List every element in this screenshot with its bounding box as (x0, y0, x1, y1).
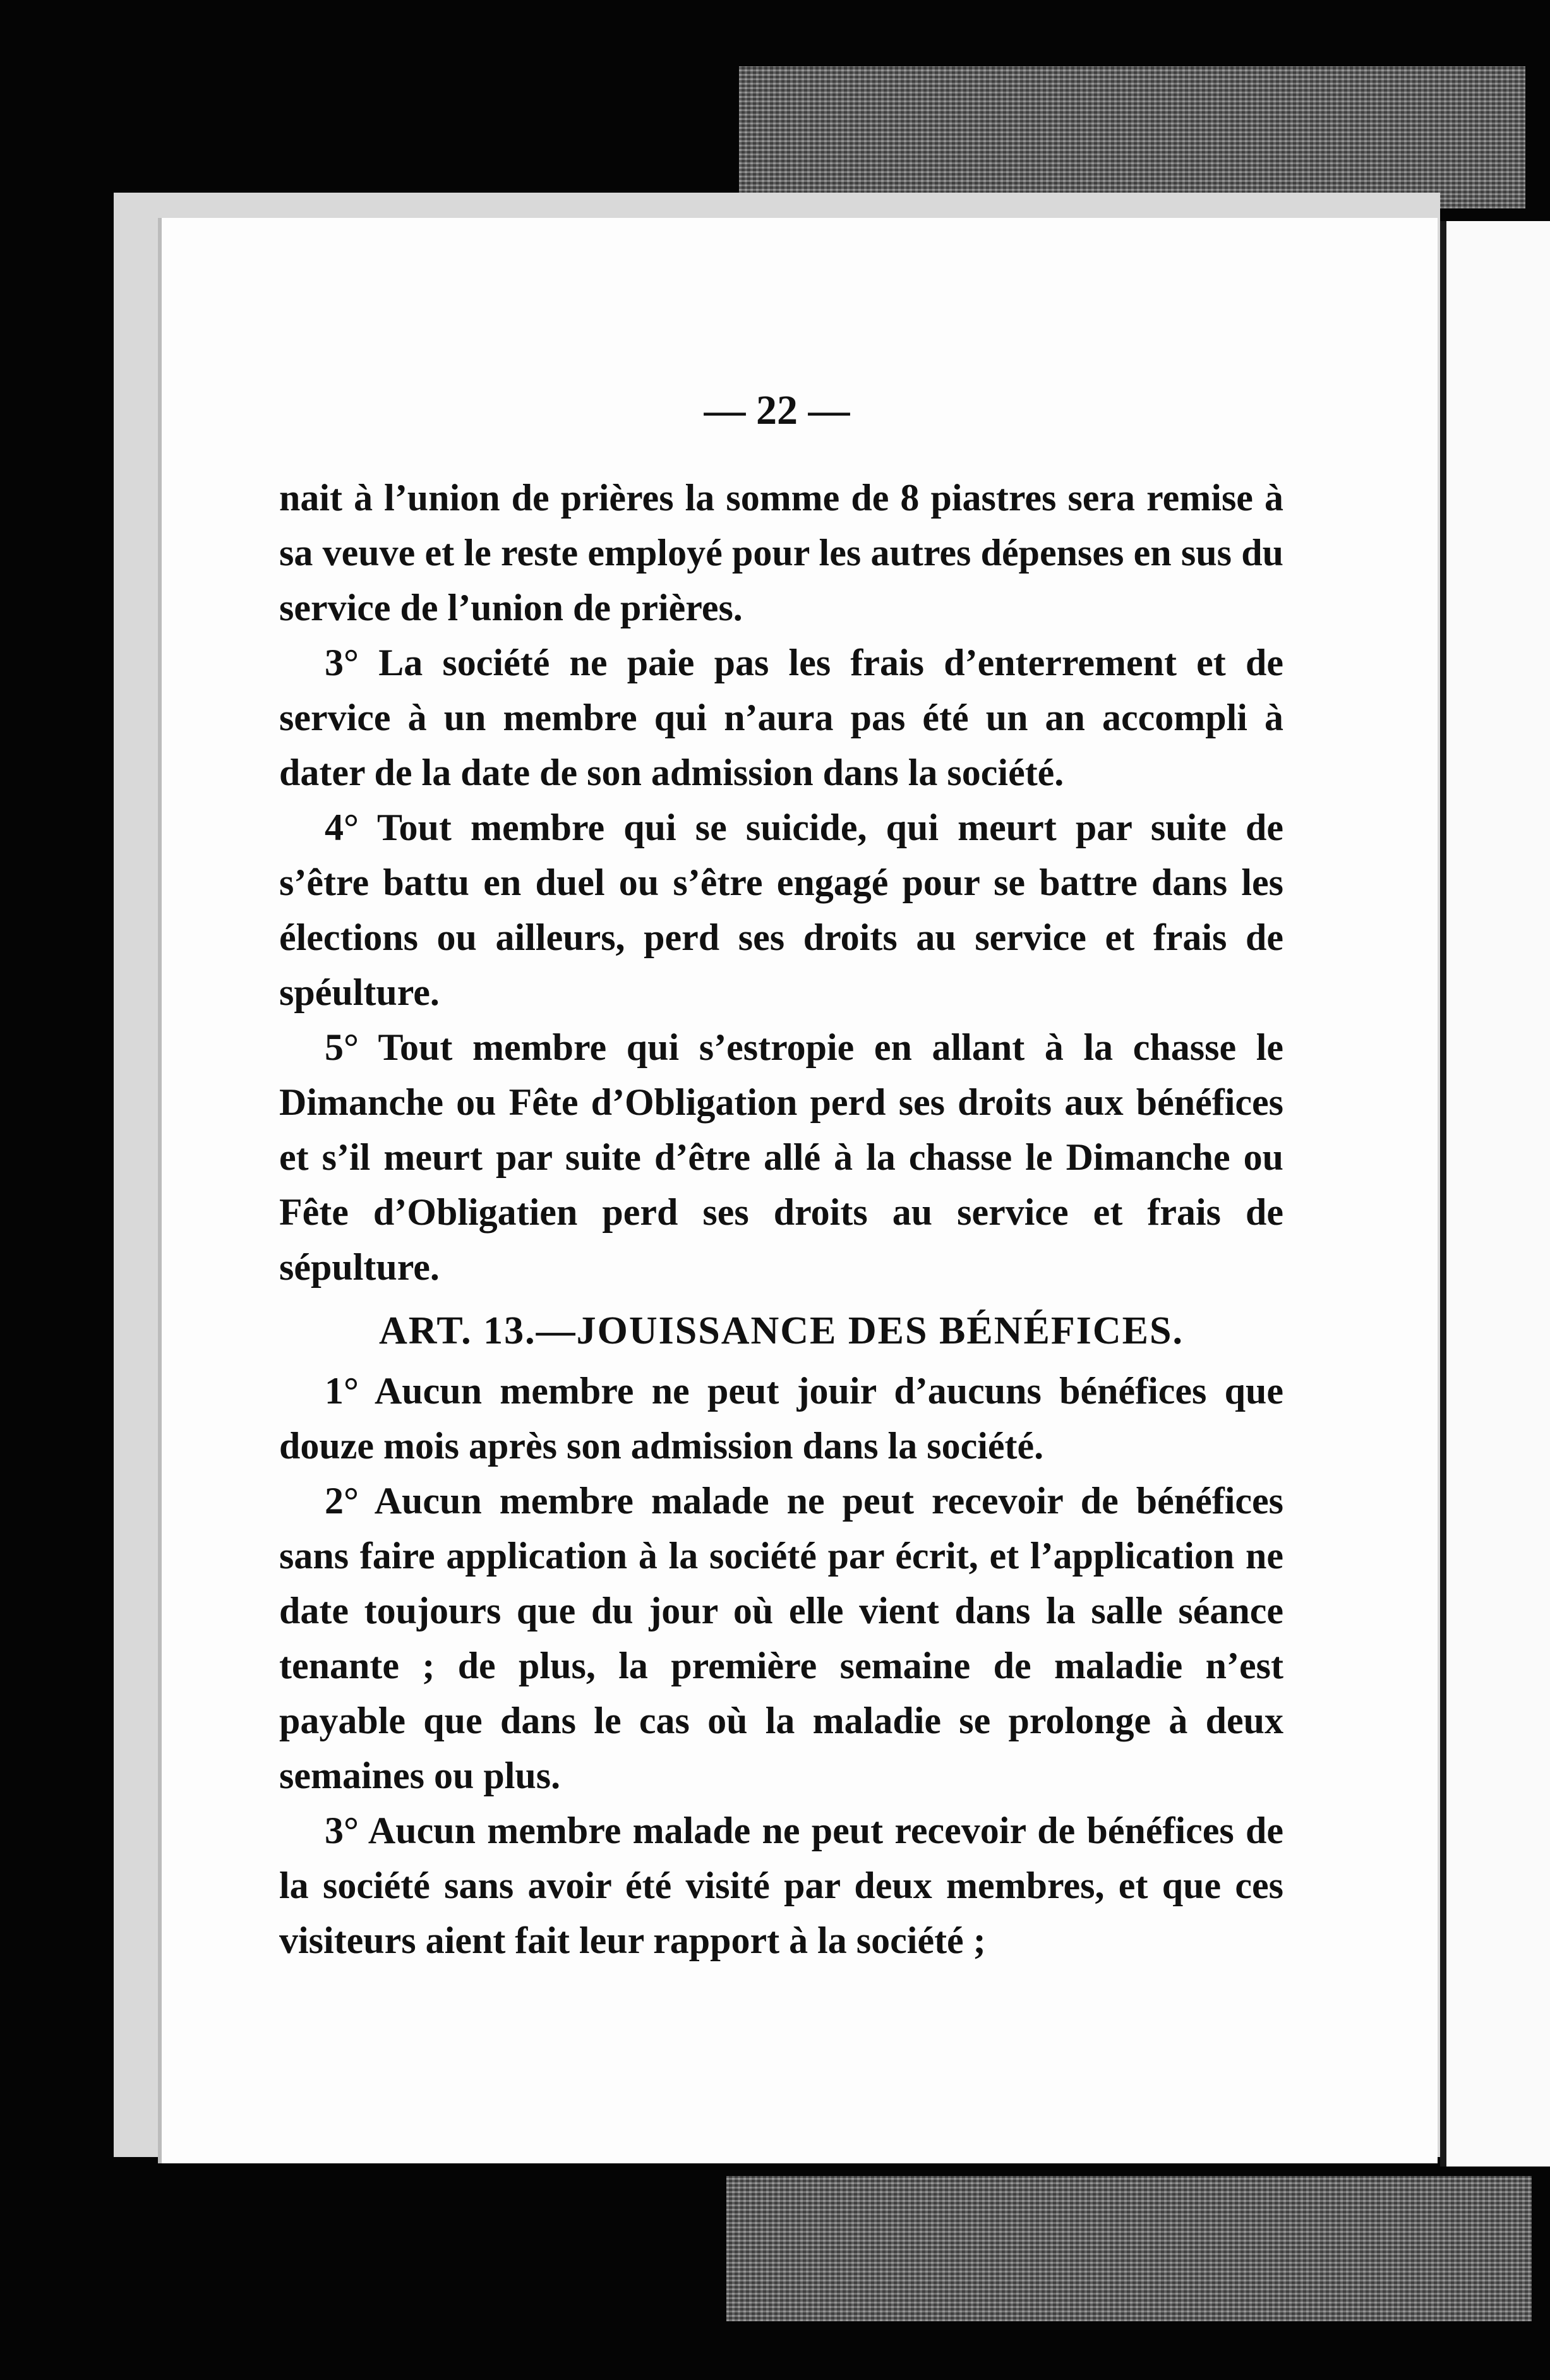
paragraph-continuation: nait à l’union de prières la somme de 8 piastres sera remise à sa veuve et le reste employé pour les autres dépenses en sus du service de l’union de prières. (279, 477, 1283, 628)
page-number: — 22 — (704, 387, 850, 433)
page-text (279, 471, 1283, 1968)
paragraph-benefit-3: 3° Aucun membre malade ne peut recevoir de bénéfices de la société sans avoir été visité par deux membres, et que ces visiteurs aient fait leur rapport à la société ; (279, 1810, 1283, 1961)
paragraph-benefit-1: 1° Aucun membre ne peut jouir d’aucuns bénéfices que douze mois après son admission dans la société. (279, 1370, 1283, 1467)
paragraph-benefit-2: 2° Aucun membre malade ne peut recevoir de bénéfices sans faire application à la société par écrit, et l’application ne date toujours que du jour où elle vient dans la salle séance tenante ; de plus, la première semaine de maladie n’est payable que dans le cas où la maladie se prolonge à deux semaines ou plus. (279, 1480, 1283, 1796)
paragraph-item-4: 4° Tout membre qui se suicide, qui meurt par suite de s’être battu en duel ou s’être engagé pour se battre dans les élections ou ailleurs, perd ses droits au service et frais de spéulture. (279, 807, 1283, 1013)
facing-page-edge (1440, 221, 1550, 2167)
article-heading: ART. 13.—JOUISSANCE DES BÉNÉFICES. (379, 1309, 1184, 1352)
paragraph-item-5: 5° Tout membre qui s’estropie en allant à la chasse le Dimanche ou Fête d’Obligation perd ses droits aux bénéfices et s’il meurt par suite d’être allé à la chasse le Dimanche ou Fête d’Obligatien perd ses droits au service et frais de sépulture. (279, 1026, 1283, 1288)
paragraph-item-3: 3° La société ne paie pas les frais d’enterrement et de service à un membre qui n’aura pas été un an accompli à dater de la date de son admission dans la société. (279, 642, 1283, 793)
binding-cloth-top (739, 66, 1525, 208)
binding-cloth-bottom (726, 2176, 1532, 2321)
